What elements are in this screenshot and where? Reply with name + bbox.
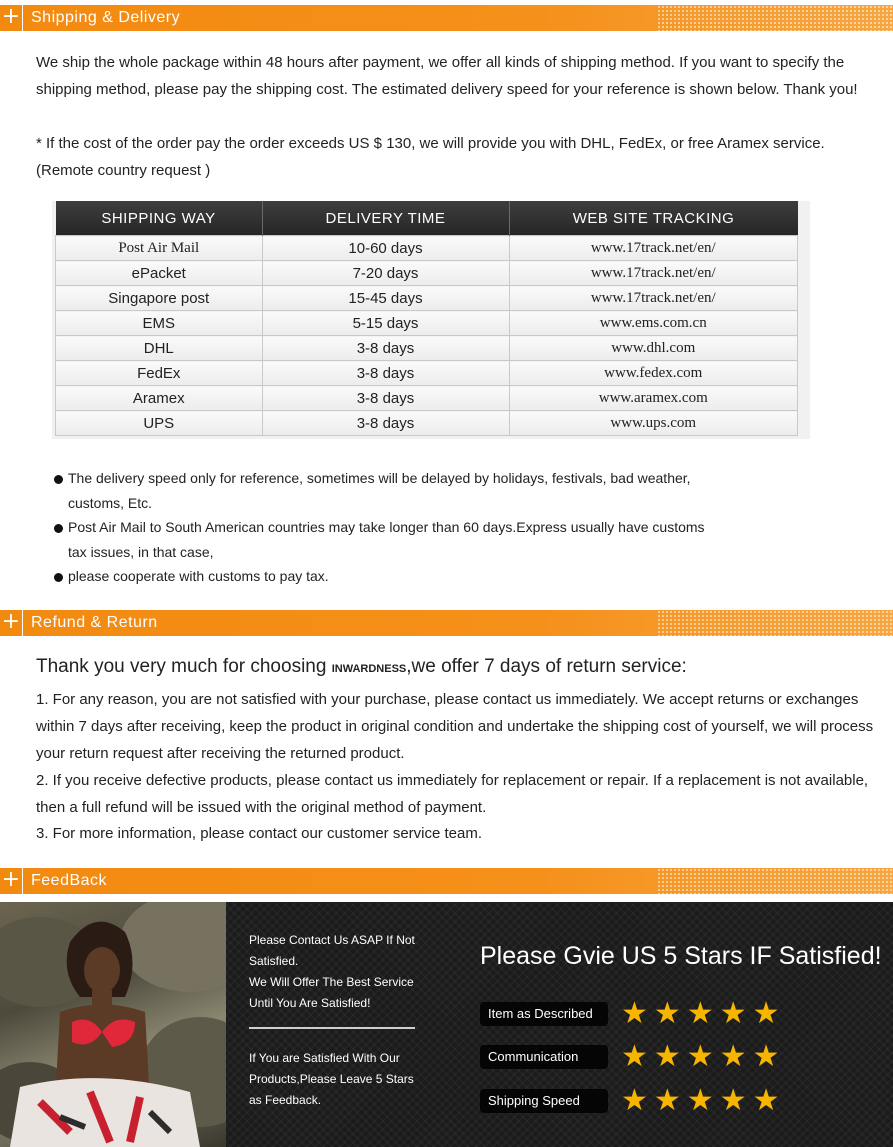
table-row: [56, 361, 798, 386]
brand-name: INWARDNESS: [331, 663, 407, 675]
delivery-time-cell: 3-8 days: [262, 386, 509, 411]
delivery-time-cell: 10-60 days: [262, 236, 509, 261]
tracking-site-cell: www.fedex.com: [509, 361, 798, 386]
star-icon: ★: [752, 1083, 786, 1118]
shipping-way-cell: DHL: [56, 336, 263, 361]
table-row: [56, 261, 798, 286]
star-rating: [621, 996, 786, 1031]
section-title: Shipping & Delivery: [31, 9, 181, 26]
bullet-icon: [54, 524, 63, 533]
star-icon: ★: [653, 996, 687, 1031]
star-icon: ★: [719, 1083, 753, 1118]
five-stars-heading: Please Gvie US 5 Stars IF Satisfied!: [480, 942, 882, 970]
tracking-site-cell: www.ups.com: [509, 411, 798, 436]
table-row: [56, 386, 798, 411]
star-icon: ★: [719, 996, 753, 1031]
note-item: tax issues, in that case,: [68, 544, 214, 560]
star-icon: ★: [653, 1083, 687, 1118]
star-icon: ★: [621, 996, 654, 1031]
table-row: [56, 336, 798, 361]
shipping-way-cell: EMS: [56, 311, 263, 336]
shipping-section-header: [0, 5, 893, 31]
shipping-way-cell: FedEx: [56, 361, 263, 386]
shipping-way-cell: Aramex: [56, 386, 263, 411]
shipping-intro: We ship the whole package within 48 hours after payment, we offer all kinds of shipping method. If you want to specify the shipping method, please pay the shipping cost. The estimated delivery speed for your reference is shown below. Thank you!: [36, 54, 858, 98]
shipping-way-cell: Post Air Mail: [56, 236, 263, 261]
dot-pattern: [657, 868, 893, 894]
table-header: SHIPPING WAY: [56, 201, 263, 236]
delivery-time-cell: 3-8 days: [262, 411, 509, 436]
tracking-site-cell: www.dhl.com: [509, 336, 798, 361]
shipping-free-note: * If the cost of the order pay the order exceeds US $ 130, we will provide you with DHL, FedEx, or free Aramex service. (Remote country request ): [36, 135, 825, 179]
bullet-icon: [54, 573, 63, 582]
tracking-site-cell: www.aramex.com: [509, 386, 798, 411]
table-row: [56, 286, 798, 311]
shipping-way-cell: Singapore post: [56, 286, 263, 311]
star-icon: ★: [752, 1039, 786, 1074]
note-item: The delivery speed only for reference, sometimes will be delayed by holidays, festivals, bad weather,: [54, 466, 691, 490]
tracking-site-cell: www.17track.net/en/: [509, 261, 798, 286]
star-icon: ★: [752, 996, 786, 1031]
refund-lead: Thank you very much for choosing INWARDNESS,we offer 7 days of return service:: [36, 656, 687, 677]
star-rating: [621, 1039, 786, 1074]
section-title: Refund & Return: [31, 614, 158, 631]
refund-section-header: [0, 610, 893, 636]
shipping-way-cell: UPS: [56, 411, 263, 436]
dot-pattern: [657, 610, 893, 636]
rating-label: Shipping Speed: [480, 1089, 608, 1113]
table-header: DELIVERY TIME: [262, 201, 509, 236]
note-item: please cooperate with customs to pay tax.: [54, 564, 329, 588]
note-item: customs, Etc.: [68, 495, 153, 511]
rating-label: Communication: [480, 1045, 608, 1069]
feedback-panel: [0, 902, 893, 1147]
plus-icon: +: [0, 5, 23, 31]
star-icon: ★: [621, 1083, 654, 1118]
delivery-time-cell: 3-8 days: [262, 361, 509, 386]
feedback-note: If You are Satisfied With Our Products,Please Leave 5 Stars as Feedback.: [249, 1051, 414, 1107]
plus-icon: +: [0, 610, 23, 636]
shipping-table-wrap: [52, 201, 810, 439]
delivery-time-cell: 7-20 days: [262, 261, 509, 286]
delivery-time-cell: 15-45 days: [262, 286, 509, 311]
table-header: WEB SITE TRACKING: [509, 201, 798, 236]
tracking-site-cell: www.ems.com.cn: [509, 311, 798, 336]
model-photo: [0, 902, 226, 1147]
feedback-section-header: [0, 868, 893, 894]
star-icon: ★: [686, 996, 720, 1031]
star-icon: ★: [621, 1039, 654, 1074]
delivery-time-cell: 3-8 days: [262, 336, 509, 361]
refund-point-1: 1. For any reason, you are not satisfied with your purchase, please contact us immediately. We accept returns or exchanges within 7 days after receiving, keep the product in original condition and undertake the shipping cost of yourself, we will process your return request after receiving the returned product.: [36, 691, 874, 762]
refund-point-3: 3. For more information, please contact our customer service team.: [36, 825, 483, 842]
dot-pattern: [657, 5, 893, 31]
shipping-way-cell: ePacket: [56, 261, 263, 286]
contact-note: Please Contact Us ASAP If Not Satisfied. We Will Offer The Best Service Until You Are Satisfied!: [249, 933, 415, 1010]
star-icon: ★: [653, 1039, 687, 1074]
table-row: [56, 411, 798, 436]
star-icon: ★: [686, 1083, 720, 1118]
rating-label: Item as Described: [480, 1002, 608, 1026]
section-title: FeedBack: [31, 872, 108, 889]
bullet-icon: [54, 475, 63, 484]
table-row: [56, 311, 798, 336]
shipping-table: [55, 201, 798, 436]
table-row: [56, 236, 798, 261]
note-item: Post Air Mail to South American countries may take longer than 60 days.Express usually have customs: [54, 515, 705, 539]
star-icon: ★: [719, 1039, 753, 1074]
refund-point-2: 2. If you receive defective products, please contact us immediately for replacement or repair. If a replacement is not available, then a full refund will be issued with the original method of payment.: [36, 772, 869, 816]
plus-icon: +: [0, 868, 23, 894]
star-rating: [621, 1083, 786, 1118]
divider: [249, 1027, 415, 1029]
star-icon: ★: [686, 1039, 720, 1074]
tracking-site-cell: www.17track.net/en/: [509, 236, 798, 261]
delivery-time-cell: 5-15 days: [262, 311, 509, 336]
tracking-site-cell: www.17track.net/en/: [509, 286, 798, 311]
